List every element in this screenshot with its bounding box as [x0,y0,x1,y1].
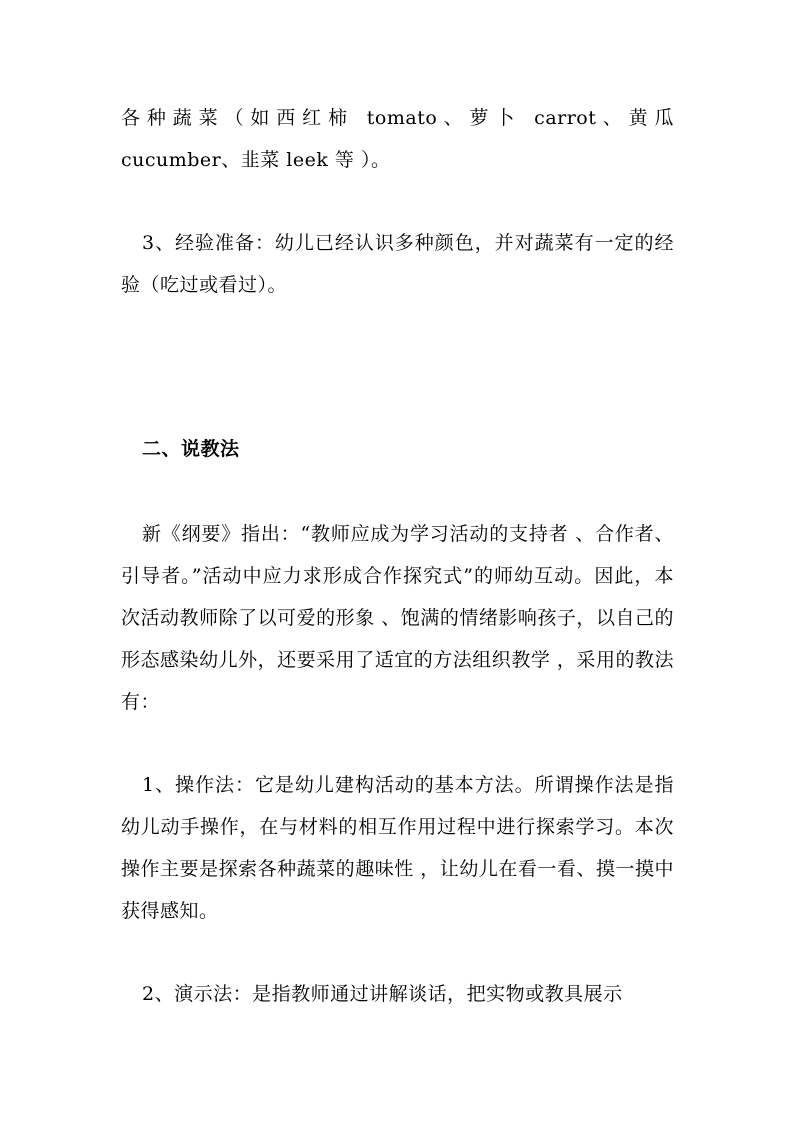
teaching-method-intro-paragraph: 新《纲要》指出：“教师应成为学习活动的支持者 、合作者、引导者。”活动中应力求形成合作探究式”的师幼互动。因此，本次活动教师除了以可爱的形象 、饱满的情绪影响孩子，以自己的形态感染幼儿外，还要采用了适宜的方法组织教学 ，采用的教法有： [121,523,674,713]
experience-preparation-paragraph: 3、经验准备：幼儿已经认识多种颜色，并对蔬菜有一定的经验（吃过或看过）。 [121,232,674,296]
section-heading-teaching-methods: 二、说教法 [142,438,240,460]
materials-continuation-paragraph: 各种蔬菜（如西红柿 tomato、萝卜 carrot、黄瓜 cucumber、韭菜 leek 等 ）。 [121,107,674,171]
operation-method-paragraph: 1、操作法：它是幼儿建构活动的基本方法。所谓操作法是指幼儿动手操作，在与材料的相互作用过程中进行探索学习。本次操作主要是探索各种蔬菜的趣味性 ，让幼儿在看一看、摸一摸中获得感知。 [121,774,674,922]
demonstration-method-paragraph: 2、演示法：是指教师通过讲解谈话，把实物或教具展示 [142,983,623,1005]
